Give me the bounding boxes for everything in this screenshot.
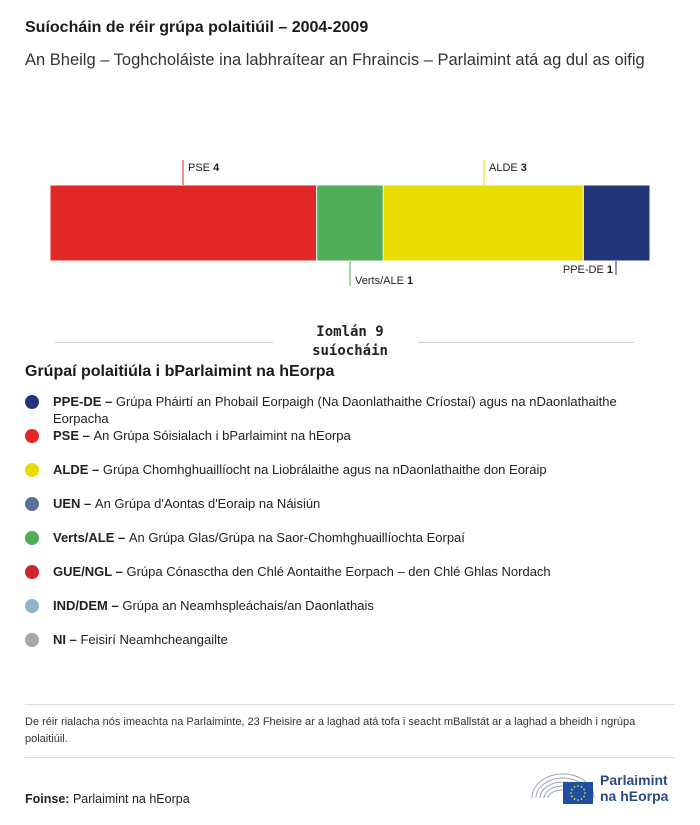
segment-label-verts-ale: Verts/ALE 1 xyxy=(355,275,414,287)
total-seats-label: Iomlán 9 suíocháin xyxy=(312,324,388,359)
legend-name: Grúpa Chomhghuaillíocht na Liobrálaithe agus na nDaonlathaithe don Eoraip xyxy=(102,462,547,477)
legend-name: Grúpa an Neamhspleáchais/an Daonlathais xyxy=(122,598,374,613)
legend-item xyxy=(25,393,665,427)
eu-star-icon xyxy=(583,796,585,798)
legend-abbr: PPE-DE – xyxy=(53,394,116,409)
source xyxy=(25,792,190,806)
eu-star-icon xyxy=(571,796,573,798)
european-parliament-logo xyxy=(530,768,680,808)
legend-name: Feisirí Neamhcheangailte xyxy=(80,632,228,647)
legend-item xyxy=(25,427,665,461)
legend-item xyxy=(25,495,665,529)
eu-star-icon xyxy=(583,789,585,791)
legend-swatch xyxy=(25,497,39,511)
legend-abbr: GUE/NGL – xyxy=(53,564,127,579)
eu-star-icon xyxy=(584,792,586,794)
chart-title: Suíocháin de réir grúpa polaitiúil – 2004-2009 xyxy=(25,19,369,36)
legend-swatch xyxy=(25,633,39,647)
legend-title: Grúpaí polaitiúla i bParlaimint na hEorpa xyxy=(25,363,335,380)
bar-segment-ppe-de xyxy=(583,185,650,261)
hemicycle-icon xyxy=(530,768,596,808)
total-divider-left xyxy=(55,342,273,343)
logo-line2: na hEorpa xyxy=(600,788,669,804)
seat-bar-chart xyxy=(0,150,700,300)
legend-swatch xyxy=(25,599,39,613)
legend-swatch xyxy=(25,429,39,443)
legend-name: An Grúpa d'Aontas d'Eoraip na Náisiún xyxy=(94,496,321,511)
legend-abbr: Verts/ALE – xyxy=(53,530,129,545)
bar-segment-alde xyxy=(383,185,583,261)
legend-item xyxy=(25,563,665,597)
legend-item xyxy=(25,631,665,665)
segment-label-pse: PSE 4 xyxy=(188,162,220,174)
source-label: Foinse: xyxy=(25,792,70,806)
chart-subtitle: An Bheilg – Toghcholáiste ina labhraítear an Fhraincis – Parlaimint atá ag dul as oifig xyxy=(25,51,645,69)
legend-swatch xyxy=(25,395,39,409)
eu-star-icon xyxy=(571,789,573,791)
footnote: De réir rialacha nós imeachta na Parlaiminte, 23 Fheisire ar a laghad atá tofa i seacht mBallstát ar a laghad a bheidh i ngrúpa polaitiúil. xyxy=(25,704,675,758)
legend-item xyxy=(25,597,665,631)
eu-star-icon xyxy=(574,798,576,800)
legend xyxy=(25,393,665,665)
eu-star-icon xyxy=(570,792,572,794)
legend-swatch xyxy=(25,565,39,579)
eu-star-icon xyxy=(577,799,579,801)
segment-label-alde: ALDE 3 xyxy=(489,162,527,174)
legend-abbr: ALDE – xyxy=(53,462,103,477)
bar-segment-verts-ale xyxy=(317,185,384,261)
segment-label-ppe-de: PPE-DE 1 xyxy=(562,264,613,276)
legend-abbr: NI – xyxy=(53,632,81,647)
total-divider-right xyxy=(418,342,634,343)
legend-abbr: UEN – xyxy=(53,496,95,511)
eu-star-icon xyxy=(577,785,579,787)
legend-abbr: IND/DEM – xyxy=(53,598,123,613)
eu-star-icon xyxy=(574,786,576,788)
legend-name: An Grúpa Glas/Grúpa na Saor-Chomhghuaillíochta Eorpaí xyxy=(128,530,465,545)
legend-swatch xyxy=(25,463,39,477)
logo-line1: Parlaimint xyxy=(600,772,668,788)
legend-name: Grúpa Cónasctha den Chlé Aontaithe Eorpach – den Chlé Ghlas Nordach xyxy=(126,564,551,579)
legend-name: Grúpa Pháirtí an Phobail Eorpaigh (Na Daonlathaithe Críostaí) agus na nDaonlathaithe Eorpacha xyxy=(53,394,617,426)
legend-swatch xyxy=(25,531,39,545)
source-value: Parlaimint na hEorpa xyxy=(72,792,190,806)
logo-text xyxy=(600,772,668,804)
eu-star-icon xyxy=(581,798,583,800)
legend-item xyxy=(25,529,665,563)
eu-star-icon xyxy=(581,786,583,788)
bar-segment-pse xyxy=(50,185,317,261)
legend-abbr: PSE – xyxy=(53,428,94,443)
legend-name: An Grúpa Sóisialach i bParlaimint na hEorpa xyxy=(93,428,351,443)
legend-item xyxy=(25,461,665,495)
